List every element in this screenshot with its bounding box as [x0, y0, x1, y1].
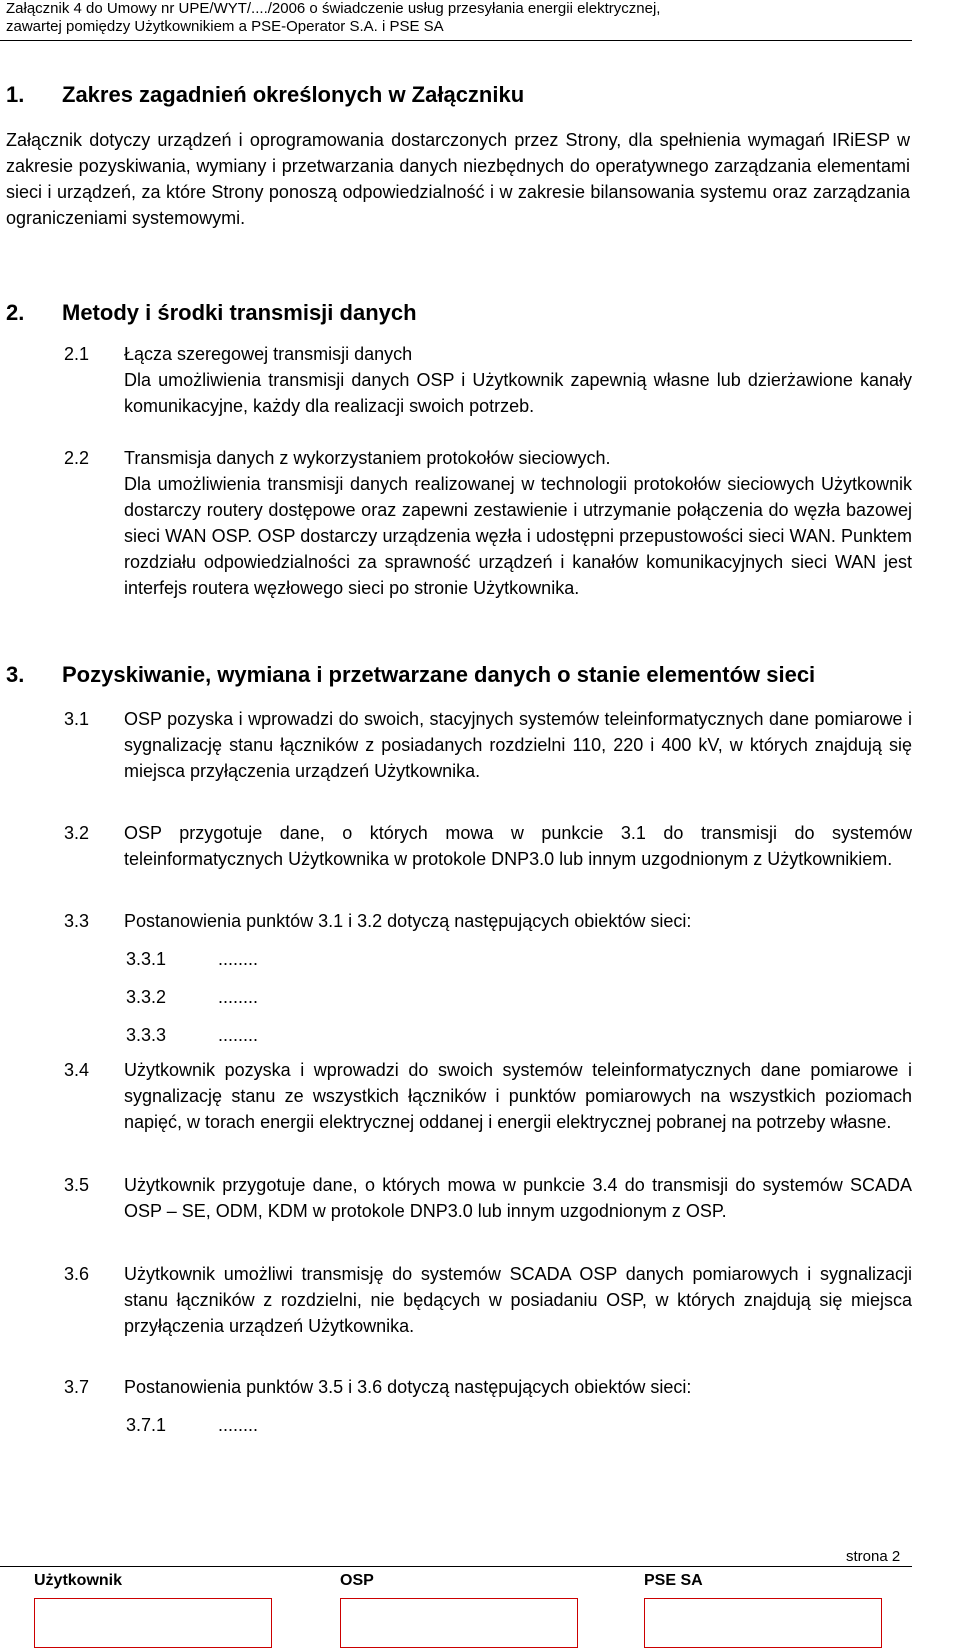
section-3-heading [6, 662, 815, 688]
item-3-2 [64, 820, 912, 872]
item-text: OSP przygotuje dane, o których mowa w punkcie 3.1 do transmisji do systemów teleinformatycznych Użytkownika w protokole DNP3.0 lub innym uzgodnionym z Użytkownikiem. [124, 823, 912, 869]
page-number: strona 2 [846, 1548, 901, 1565]
subsection-2-2 [64, 445, 912, 601]
sub-item-number: 3.7.1 [126, 1415, 167, 1435]
item-3-1 [64, 706, 912, 784]
item-number: 3.4 [64, 1060, 90, 1080]
subsection-number: 2.2 [64, 448, 90, 468]
sub-item-text: ........ [218, 1415, 259, 1435]
sub-item-3-3-2 [126, 984, 258, 1010]
section-title: Metody i środki transmisji danych [62, 300, 417, 325]
subsection-body: Dla umożliwienia transmisji danych OSP i Użytkownik zapewnią własne lub dzierżawione kanały komunikacyjne, każdy dla realizacji swoich potrzeb. [124, 370, 912, 416]
signature-box-pse[interactable] [644, 1598, 882, 1648]
sub-item-text: ........ [218, 987, 259, 1007]
sub-item-3-7-1 [126, 1412, 258, 1438]
section-title: Pozyskiwanie, wymiana i przetwarzane danych o stanie elementów sieci [62, 662, 816, 687]
item-text: OSP pozyska i wprowadzi do swoich, stacyjnych systemów teleinformatycznych dane pomiarowe i sygnalizację stanu łączników z posiadanych rozdzielni 110, 220 i 400 kV, w których znajdują się miejsca przyłączenia urządzeń Użytkownika. [124, 709, 912, 781]
section-number: 2. [6, 300, 25, 325]
section-number: 1. [6, 82, 25, 107]
signature-label-pse: PSE SA [644, 1572, 703, 1589]
subsection-title: Łącza szeregowej transmisji danych [124, 344, 413, 364]
subsection-body: Dla umożliwienia transmisji danych realizowanej w technologii protokołów sieciowych Użytkownik dostarczy routery dostępowe oraz zapewni zestawienie i utrzymanie połączenia do węzła bazowej sieci WAN OSP. OSP dostarczy urządzenia węzła i udostępni przepustowości sieci WAN. Punktem rozdziału odpowiedzialności za sprawność urządzeń i kanałów komunikacyjnych sieci WAN jest interfejs routera węzłowego sieci po stronie Użytkownika. [124, 474, 912, 598]
section-1-heading [6, 82, 524, 108]
item-text: Użytkownik pozyska i wprowadzi do swoich systemów teleinformatycznych dane pomiarowe i sygnalizację stanu ze wszystkich łączników i punktów pomiarowych na wszystkich poziomach napięć, w torach energii elektrycznej oddanej i energii elektrycznej pobranej na potrzeby własne. [124, 1060, 912, 1132]
sub-item-number: 3.3.3 [126, 1025, 167, 1045]
section-title: Zakres zagadnień określonych w Załączniku [62, 82, 525, 107]
subsection-title: Transmisja danych z wykorzystaniem protokołów sieciowych. [124, 448, 611, 468]
signature-box-user[interactable] [34, 1598, 272, 1648]
item-3-7 [64, 1374, 912, 1400]
sub-item-3-3-1 [126, 946, 258, 972]
section-1-body: Załącznik dotyczy urządzeń i oprogramowania dostarczonych przez Strony, dla spełnienia wymagań IRiESP w zakresie pozyskiwania, wymiany i przetwarzania danych niezbędnych do operatywnego zarządzania elementami sieci i urządzeń, za które Strony ponoszą odpowiedzialność i w zakresie bilansowania systemu oraz zarządzania ograniczeniami systemowymi. [6, 130, 910, 228]
item-number: 3.2 [64, 823, 90, 843]
signature-label-user: Użytkownik [34, 1572, 123, 1589]
item-3-5 [64, 1172, 912, 1224]
item-text: Użytkownik przygotuje dane, o których mowa w punkcie 3.4 do transmisji do systemów SCADA OSP – SE, ODM, KDM w protokole DNP3.0 lub innym uzgodnionym z OSP. [124, 1175, 912, 1221]
subsection-number: 2.1 [64, 344, 90, 364]
document-header [6, 0, 660, 36]
item-text: Użytkownik umożliwi transmisję do systemów SCADA OSP danych pomiarowych i sygnalizacji stanu łączników z rozdzielni, nie będących w posiadaniu OSP, w których znajdują się miejsca przyłączenia urządzeń Użytkownika. [124, 1264, 912, 1336]
signature-label-osp: OSP [340, 1572, 374, 1589]
section-number: 3. [6, 662, 25, 687]
item-number: 3.7 [64, 1377, 90, 1397]
subsection-2-1 [64, 341, 912, 419]
item-number: 3.6 [64, 1264, 90, 1284]
header-line-2: zawartej pomiędzy Użytkownikiem a PSE-Operator S.A. i PSE SA [6, 18, 444, 35]
header-line-1: Załącznik 4 do Umowy nr UPE/WYT/..../2006 o świadczenie usług przesyłania energii elektrycznej, [6, 0, 661, 17]
sub-item-text: ........ [218, 1025, 259, 1045]
sub-item-text: ........ [218, 949, 259, 969]
header-divider [0, 40, 912, 41]
item-number: 3.1 [64, 709, 90, 729]
item-3-6 [64, 1261, 912, 1339]
sub-item-number: 3.3.2 [126, 987, 167, 1007]
item-3-3 [64, 908, 912, 934]
item-text: Postanowienia punktów 3.5 i 3.6 dotyczą następujących obiektów sieci: [124, 1377, 692, 1397]
signature-box-osp[interactable] [340, 1598, 578, 1648]
item-number: 3.3 [64, 911, 90, 931]
footer-divider [0, 1566, 912, 1567]
item-3-4 [64, 1057, 912, 1135]
item-number: 3.5 [64, 1175, 90, 1195]
sub-item-3-3-3 [126, 1022, 258, 1048]
item-text: Postanowienia punktów 3.1 i 3.2 dotyczą następujących obiektów sieci: [124, 911, 692, 931]
sub-item-number: 3.3.1 [126, 949, 167, 969]
section-2-heading [6, 300, 417, 326]
